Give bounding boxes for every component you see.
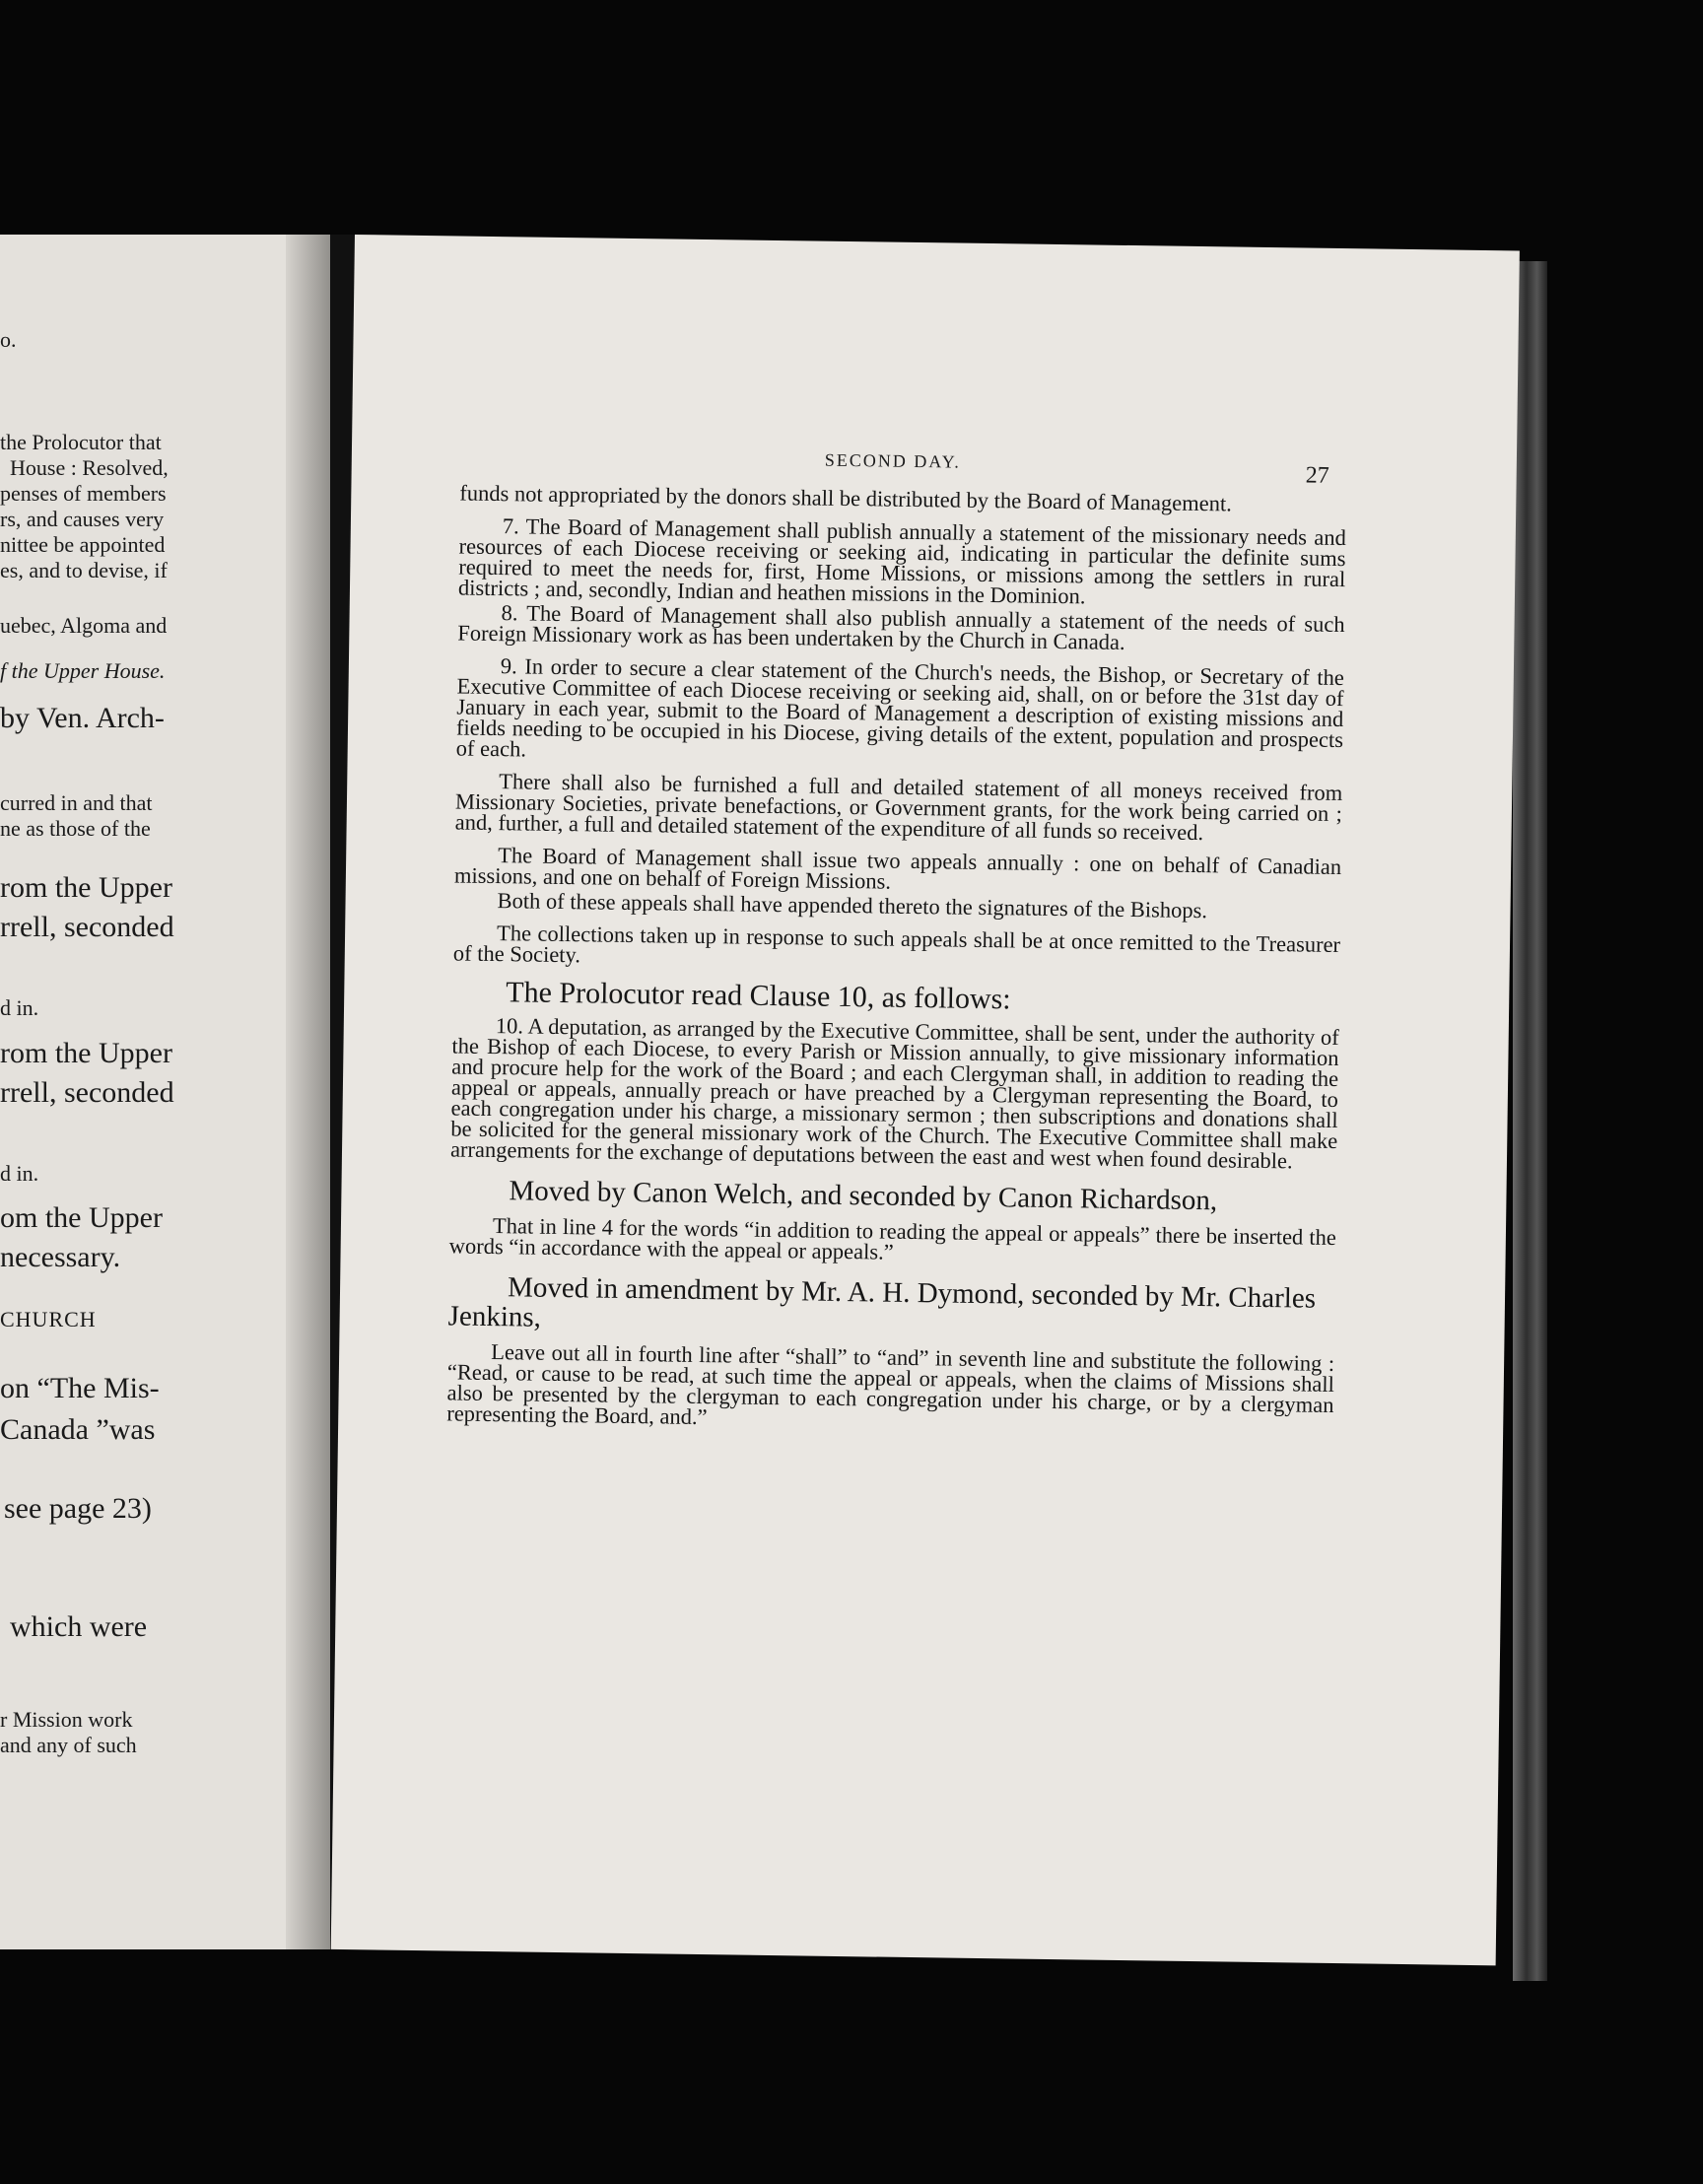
left-line: necessary.	[0, 1241, 121, 1273]
left-line: curred in and that	[0, 790, 153, 815]
clause-7: 7. The Board of Management shall publish annually a statement of the missionary needs and resources of each Diocese receiving or seeking aid, indicating in particular the definite sums required to meet the needs for, first, Home Missions, or missions among the settlers in rural districts ; and, secondly, Indian and heathen missions in the Dominion.	[457, 513, 1346, 609]
clause-9-moneys: There shall also be furnished a full and detailed statement of all moneys received from Missionary Societies, private benefactions, or Government grants, for the work being carried on ; and, further, a full and detailed statement of the expenditure of all funds so received.	[454, 769, 1343, 846]
paragraph-continuation: funds not appropriated by the donors shall be distributed by the Board of Management.	[459, 480, 1233, 516]
amendment-heading: Moved in amendment by Mr. A. H. Dymond, seconded by Mr. Charles Jenkins,	[447, 1271, 1317, 1333]
left-line: uebec, Algoma and	[0, 613, 168, 638]
amendment-text: Leave out all in fourth line after “shall” to “and” in seventh line and substitute the following : “Read, or cause to be read, at such time the appeal or appeals, when the claims of Missions shall also be presented by the clergyman to each congregation under his charge, or by a clergyman representing the Board, and.”	[446, 1339, 1335, 1430]
left-line: nittee be appointed	[0, 532, 166, 557]
left-line: d in.	[0, 995, 39, 1020]
left-line: o.	[0, 327, 17, 352]
left-line: and any of such	[0, 1733, 137, 1757]
clause-10: 10. A deputation, as arranged by the Executive Committee, shall be sent, under the authority of the Bishop of each Diocese, to every Parish or Mission annually, to give missionary information and procure help for the work of the Board ; and each Clergyman shall, in addition to reading the appeal or appeals, annually preach or have preached by a Clergyman representing the Board, to each congregation under his charge, a missionary sermon ; then subscriptions and donations shall be solicited for the general missionary work of the Church. The Executive Committee shall make arrangements for the exchange of deputations between the east and west when found desirable.	[449, 1013, 1339, 1174]
clause-9-signatures: Both of these appeals shall have appended thereto the signatures of the Bishops.	[497, 888, 1208, 923]
clause-9-collections: The collections taken up in response to such appeals shall be at once remitted to the Treasurer of the Society.	[452, 921, 1341, 968]
clause-8: 8. The Board of Management shall also publish annually a statement of the needs of such Foreign Missionary work as has been undertaken by the Church in Canada.	[457, 600, 1345, 654]
left-line: penses of members	[0, 481, 167, 506]
left-line: rrell, seconded	[0, 1076, 174, 1109]
clause-9: 9. In order to secure a clear statement of the Church's needs, the Bishop, or Secretary of the Executive Committee of each Diocese receiving or seeking aid, shall, on or before the 31st day of January in each year, submit to the Board of Management a description of existing missions and fields needing to be occupied in his Diocese, giving details of the extent, population and prospects of each.	[455, 653, 1344, 762]
left-line: d in.	[0, 1161, 39, 1186]
left-line: rom the Upper	[0, 871, 172, 904]
left-line: which were	[10, 1610, 148, 1643]
left-page	[0, 235, 330, 1949]
left-line: om the Upper	[0, 1201, 163, 1234]
left-line: rs, and causes very	[0, 507, 165, 531]
left-line: r Mission work	[0, 1707, 133, 1732]
page-body	[446, 480, 1346, 1448]
motion-text: That in line 4 for the words “in addition to reading the appeal or appeals” there be inserted the words “in accordance with the appeal or appeals.”	[448, 1213, 1337, 1264]
left-line: on “The Mis-	[0, 1372, 160, 1404]
left-line: rrell, seconded	[0, 911, 174, 943]
left-line: the Prolocutor that	[0, 430, 162, 454]
left-line: House : Resolved,	[10, 455, 169, 480]
motion-heading: Moved by Canon Welch, and seconded by Canon Richardson,	[509, 1175, 1218, 1217]
page-stack-edge	[1513, 261, 1547, 1981]
clause-9-appeals: The Board of Management shall issue two appeals annually : one on behalf of Canadian missions, and one on behalf of Foreign Missions.	[453, 843, 1342, 894]
left-line: ne as those of the	[0, 816, 151, 841]
page-number: 27	[1305, 462, 1329, 489]
clause-10-heading: The Prolocutor read Clause 10, as follows:	[506, 976, 1011, 1016]
right-page	[331, 235, 1520, 1965]
left-line: see page 23)	[4, 1492, 152, 1525]
left-line: CHURCH	[0, 1307, 97, 1331]
left-line: rom the Upper	[0, 1037, 172, 1069]
left-line: by Ven. Arch-	[0, 702, 165, 734]
left-line: es, and to devise, if	[0, 558, 168, 582]
running-head: SECOND DAY.	[824, 449, 962, 472]
left-line: Canada ”was	[0, 1413, 156, 1446]
left-line: f the Upper House.	[0, 658, 166, 683]
